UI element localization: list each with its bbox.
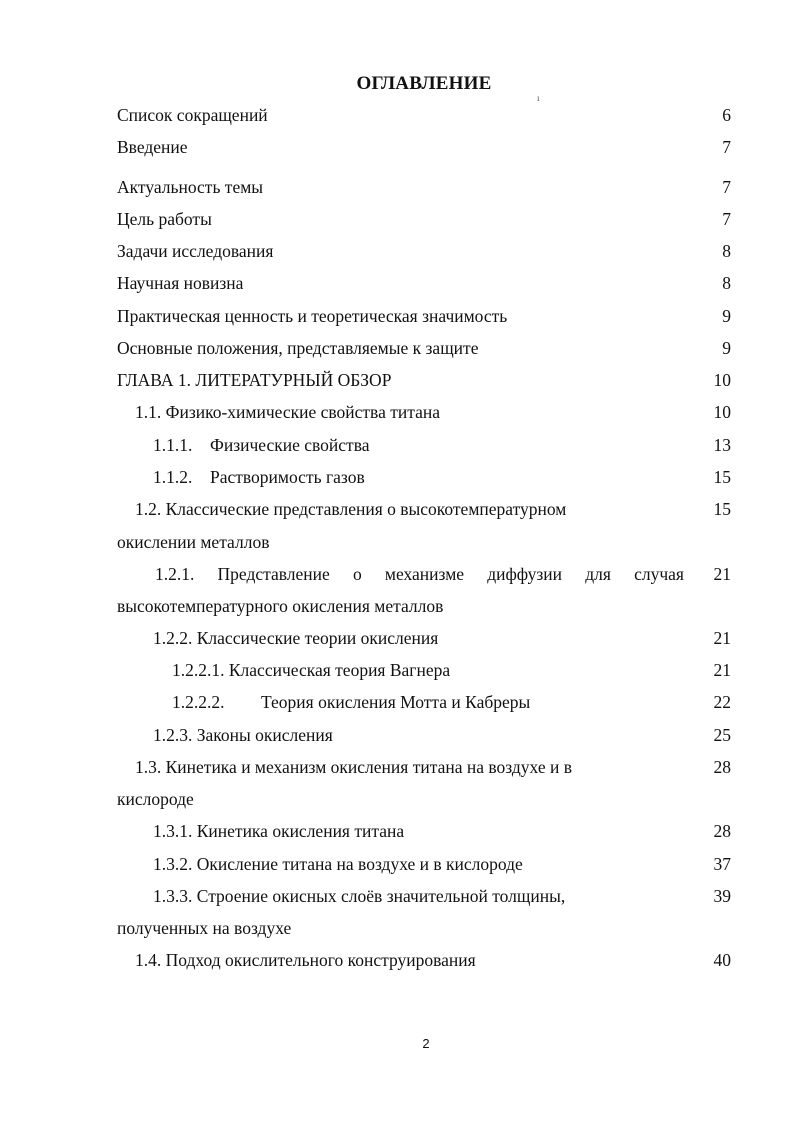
page-number: 2 [422, 1036, 430, 1051]
stray-mark: ı [537, 93, 540, 103]
toc-entry-title [155, 563, 684, 585]
toc-entry-title: 1.4. Подход окислительного конструирования [135, 950, 476, 970]
toc-entry-page: 15 [713, 499, 731, 519]
toc-entry-page: 9 [722, 306, 731, 326]
toc-entry-title: Практическая ценность и теоретическая значимость [117, 306, 508, 326]
page-title: ОГЛАВЛЕНИЕ [356, 73, 492, 94]
toc-entry-text: Теория окисления Мотта и Кабреры [261, 692, 531, 712]
toc-entry-page: 25 [713, 725, 731, 745]
toc-entry-page: 39 [713, 886, 731, 906]
toc-entry-page: 9 [722, 338, 731, 358]
toc-entry-title: Список сокращений [117, 105, 268, 125]
toc-entry-title: 1.3.1. Кинетика окисления титана [153, 821, 405, 841]
toc-entry-title: ГЛАВА 1. ЛИТЕРАТУРНЫЙ ОБЗОР [117, 370, 392, 390]
toc-entry-text: Физические свойства [210, 435, 370, 455]
toc-entry-page: 37 [713, 854, 731, 874]
toc-word: случая [634, 564, 684, 584]
toc-entry-title [153, 466, 365, 488]
toc-entry-title: полученных на воздухе [117, 918, 292, 938]
toc-entry-page: 22 [713, 692, 731, 712]
toc-entry-title: окислении металлов [117, 532, 270, 552]
toc-entry-title: Основные положения, представляемые к защите [117, 338, 479, 358]
toc-entry-title: Актуальность темы [117, 177, 264, 197]
toc-word: диффузии [487, 564, 563, 584]
toc-entry-page: 21 [713, 660, 731, 680]
toc-entry-title: Цель работы [117, 209, 212, 229]
toc-entry-title: 1.2.2. Классические теории окисления [153, 628, 439, 648]
toc-entry-page: 10 [713, 402, 731, 422]
toc-entry-page: 8 [722, 241, 731, 261]
toc-entry-title: 1.1. Физико-химические свойства титана [135, 402, 441, 422]
toc-entry-page: 13 [713, 435, 731, 455]
toc-entry-page: 21 [713, 564, 731, 584]
toc-entry-title: 1.2.2.1. Классическая теория Вагнера [172, 660, 451, 680]
toc-entry-page: 21 [713, 628, 731, 648]
toc-entry-title: Задачи исследования [117, 241, 274, 261]
toc-word: 1.2.1. [155, 564, 195, 584]
toc-entry-page: 28 [713, 821, 731, 841]
toc-entry-title: 1.3.3. Строение окисных слоёв значительной толщины, [153, 886, 566, 906]
toc-entry-page: 40 [713, 950, 731, 970]
toc-word: для [585, 564, 611, 584]
toc-entry-title: 1.2. Классические представления о высокотемпературном [135, 499, 567, 519]
toc-entry-number: 1.1.1. [153, 435, 193, 455]
toc-entry-page: 15 [713, 467, 731, 487]
toc-entry-title [153, 434, 370, 456]
toc-entry-page: 7 [722, 209, 731, 229]
toc-entry-title: Введение [117, 137, 188, 157]
toc-entry-title: Научная новизна [117, 273, 244, 293]
toc-word: Представление [217, 564, 330, 584]
toc-entry-page: 8 [722, 273, 731, 293]
toc-entry-page: 10 [713, 370, 731, 390]
toc-entry-number: 1.2.2.2. [172, 692, 225, 712]
toc-entry-title: 1.3. Кинетика и механизм окисления титана на воздухе и в [135, 757, 572, 777]
toc-entry-page: 28 [713, 757, 731, 777]
toc-entry-title: 1.3.2. Окисление титана на воздухе и в кислороде [153, 854, 523, 874]
toc-entry-text: Растворимость газов [210, 467, 365, 487]
toc-entry-title: кислороде [117, 789, 194, 809]
toc-word: механизме [384, 564, 465, 584]
toc-entry-title [172, 691, 530, 713]
toc-entry-number: 1.1.2. [153, 467, 193, 487]
toc-entry-title: 1.2.3. Законы окисления [153, 725, 333, 745]
toc-word: о [352, 564, 362, 584]
toc-entry-page: 7 [722, 137, 731, 157]
toc-entry-title: высокотемпературного окисления металлов [117, 596, 444, 616]
toc-entry-page: 6 [722, 105, 731, 125]
toc-entry-page: 7 [722, 177, 731, 197]
